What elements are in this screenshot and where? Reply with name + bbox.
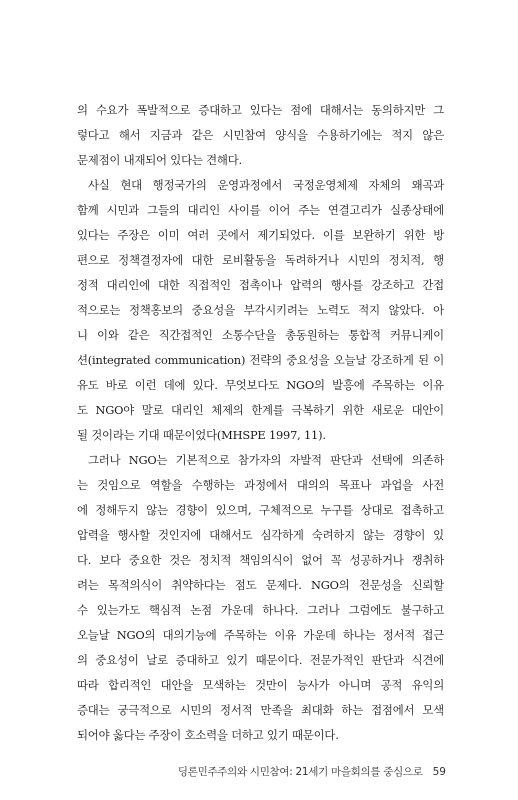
text-line: 에 정해두지 않는 경향이 있으며, 구체적으로 누구를 상대로 접촉하고 [77, 503, 444, 517]
text-line: 니 이와 같은 직간접적인 소통수단을 총동원하는 통합적 커뮤니케이 [77, 328, 444, 342]
paragraph [77, 98, 444, 173]
text-line: 정적 대리인에 대한 직접적인 접촉이나 압력의 행사를 강조하고 간접 [77, 278, 444, 292]
text-line: 되어야 옳다는 주장이 호소력을 더하고 있기 때문이다. [77, 728, 339, 742]
text-line: 압력을 행사할 것인지에 대해서도 심각하게 숙려하지 않는 경향이 있 [77, 528, 444, 542]
page-footer [0, 764, 446, 779]
text-line: 함께 시민과 그들의 대리인 사이를 이어 주는 연결고리가 실종상태에 [77, 203, 444, 217]
paragraph [77, 448, 444, 748]
text-line: 있다는 주장은 이미 여러 곳에서 제기되었다. 이를 보완하기 위한 방 [77, 228, 444, 242]
text-line: 증대는 궁극적으로 시민의 정서적 만족을 최대화 하는 접점에서 모색 [77, 703, 444, 717]
text-line: 문제점이 내재되어 있다는 견해다. [77, 153, 242, 167]
text-line: 도 NGO야 말로 대리인 체제의 한계를 극복하기 위한 새로운 대안이 [77, 403, 444, 417]
text-line: 다. 보다 중요한 것은 정치적 책임의식이 없어 꼭 성공하거나 쟁취하 [77, 553, 444, 567]
text-line: 적으로는 정책홍보의 중요성을 부각시키려는 노력도 적지 않았다. 아 [77, 303, 444, 317]
text-line: 수 있는가도 핵심적 논점 가운데 하나다. 그러나 그럼에도 불구하고 [77, 603, 444, 617]
paragraph [77, 173, 444, 448]
text-line: 는 것임으로 역할을 수행하는 과정에서 대의의 목표나 과업을 사전 [77, 478, 444, 492]
page-number: 59 [432, 766, 446, 778]
text-line: 렇다고 해서 지금과 같은 시민참여 양식을 수용하기에는 적지 않은 [77, 128, 444, 142]
text-line: 편으로 정책결정자에 대한 로비활동을 독려하거나 시민의 정치적, 행 [77, 253, 444, 267]
text-line: 사실 현대 행정국가의 운영과정에서 국정운영체제 자체의 왜곡과 [88, 178, 444, 192]
body-text [77, 98, 444, 748]
text-line: 션(integrated communication) 전략의 중요성을 오늘날 강조하게 된 이 [77, 353, 444, 367]
text-line: 의 수요가 폭발적으로 증대하고 있다는 점에 대해서는 동의하지만 그 [77, 103, 444, 117]
text-line: 려는 목적의식이 취약하다는 점도 문제다. NGO의 전문성을 신뢰할 [77, 578, 444, 592]
text-line: 따라 합리적인 대안을 모색하는 것만이 능사가 아니며 공적 유익의 [77, 678, 444, 692]
text-line: 될 것이라는 기대 때문이었다(MHSPE 1997, 11). [77, 428, 326, 442]
running-title: 딩론민주주의와 시민참여: 21세기 마을회의를 중심으로 [177, 766, 423, 778]
text-line: 오늘날 NGO의 대의기능에 주목하는 이유 가운데 하나는 정서적 접근 [77, 628, 444, 642]
text-line: 유도 바로 이런 데에 있다. 무엇보다도 NGO의 발흥에 주목하는 이유 [77, 378, 444, 392]
text-line: 의 중요성이 날로 증대하고 있기 때문이다. 전문가적인 판단과 식견에 [77, 653, 444, 667]
text-line: 그러나 NGO는 기본적으로 참가자의 자발적 판단과 선택에 의존하 [88, 453, 444, 467]
